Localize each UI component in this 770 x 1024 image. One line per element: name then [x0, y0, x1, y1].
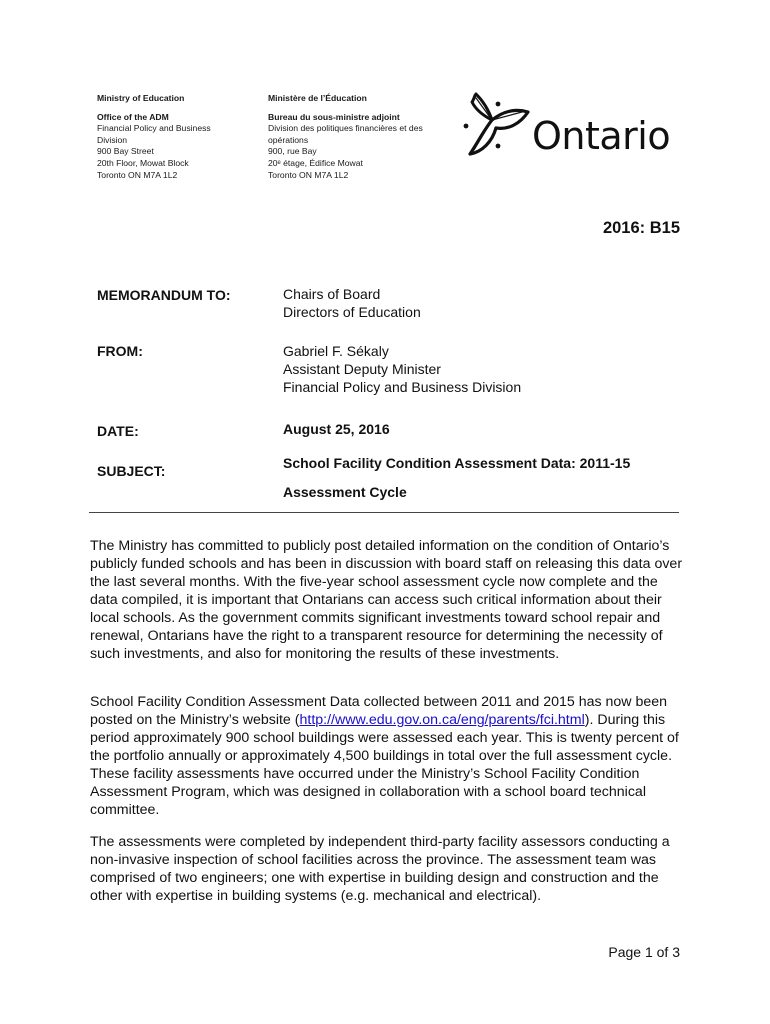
french-address-block	[268, 93, 453, 181]
address-line-en: 900 Bay Street	[97, 146, 154, 157]
english-address-block	[97, 93, 257, 181]
memo-to-value	[283, 285, 421, 321]
body-paragraph-3: The assessments were completed by independent third-party facility assessors conducting a non-invasive inspection of school facilities across the province. The assessment team was comprised of two engineers; one with expertise in building design and construction and the other with expertise in building systems (e.g. mechanical and electrical).	[90, 834, 670, 904]
sender-title: Assistant Deputy Minister	[283, 361, 441, 377]
body-paragraph-2	[90, 693, 688, 819]
memo-from-value	[283, 342, 521, 396]
sender-name: Gabriel F. Sékaly	[283, 343, 389, 359]
ontario-wordmark: Ontario	[532, 114, 671, 158]
ontario-logo	[462, 90, 677, 170]
address-line-fr: Toronto ON M7A 1L2	[268, 169, 349, 180]
subject-line: Assessment Cycle	[283, 484, 407, 500]
address-line-en: 20th Floor, Mowat Block	[97, 157, 189, 168]
trillium-icon	[462, 90, 532, 166]
ministry-name-fr: Ministère de l’Éducation	[268, 93, 367, 103]
ministry-name-en: Ministry of Education	[97, 93, 185, 103]
body-paragraph-1: The Ministry has committed to publicly post detailed information on the condition of Ontario’s publicly funded schools and has been in discussion with board staff on releasing this data over the last several months. With the five-year school assessment cycle now complete and the data compiled, it is important that Ontarians can access such critical information about their local schools. As the government commits significant investments toward school repair and renewal, Ontarians have the right to a transparent resource for determining the necessity of such investments, and also for monitoring the results of these investments.	[90, 538, 683, 662]
memo-date-label: DATE:	[97, 423, 139, 439]
page-number: Page 1 of 3	[608, 944, 680, 960]
fci-website-link[interactable]: http://www.edu.gov.on.ca/eng/parents/fci.html	[299, 712, 585, 728]
memo-to-label: MEMORANDUM TO:	[97, 287, 231, 303]
header-divider	[89, 512, 679, 513]
paragraph-2-text: ). During this period approximately 900 school buildings were assessed each year. This is twenty percent of the portfolio annually or approximately 4,500 buildings in total over the full assessment cycle. These facility assessments have occurred under the Ministry’s School Facility Condition Assessment Program, which was designed in collaboration with a school board technical committee.	[90, 712, 679, 818]
paragraph-2-text: School Facility Condition Assessment Data collected between 2011 and 2015 has now been posted on the Ministry’s website (	[90, 694, 668, 728]
memo-number: 2016: B15	[602, 219, 680, 237]
address-line-fr: opérations	[268, 134, 309, 145]
recipient: Chairs of Board	[283, 286, 381, 302]
subject-line: School Facility Condition Assessment Data: 2011-15	[283, 455, 631, 471]
sender-division: Financial Policy and Business Division	[283, 379, 522, 395]
address-line-fr: Division des politiques financières et des	[268, 123, 423, 134]
office-name-fr: Bureau du sous-ministre adjoint	[268, 111, 400, 122]
address-line-en: Toronto ON M7A 1L2	[97, 169, 178, 180]
address-line-fr: 900, rue Bay	[268, 146, 317, 157]
memo-subject-value	[283, 449, 630, 507]
memo-subject-label: SUBJECT:	[97, 463, 166, 479]
memo-date-value: August 25, 2016	[283, 421, 390, 437]
address-line-en: Financial Policy and Business	[97, 123, 211, 134]
memo-from-label: FROM:	[97, 343, 143, 359]
recipient: Directors of Education	[283, 304, 421, 320]
office-name-en: Office of the ADM	[97, 111, 169, 122]
address-line-en: Division	[97, 134, 128, 145]
address-line-fr: 20ᵉ étage, Édifice Mowat	[268, 157, 363, 168]
